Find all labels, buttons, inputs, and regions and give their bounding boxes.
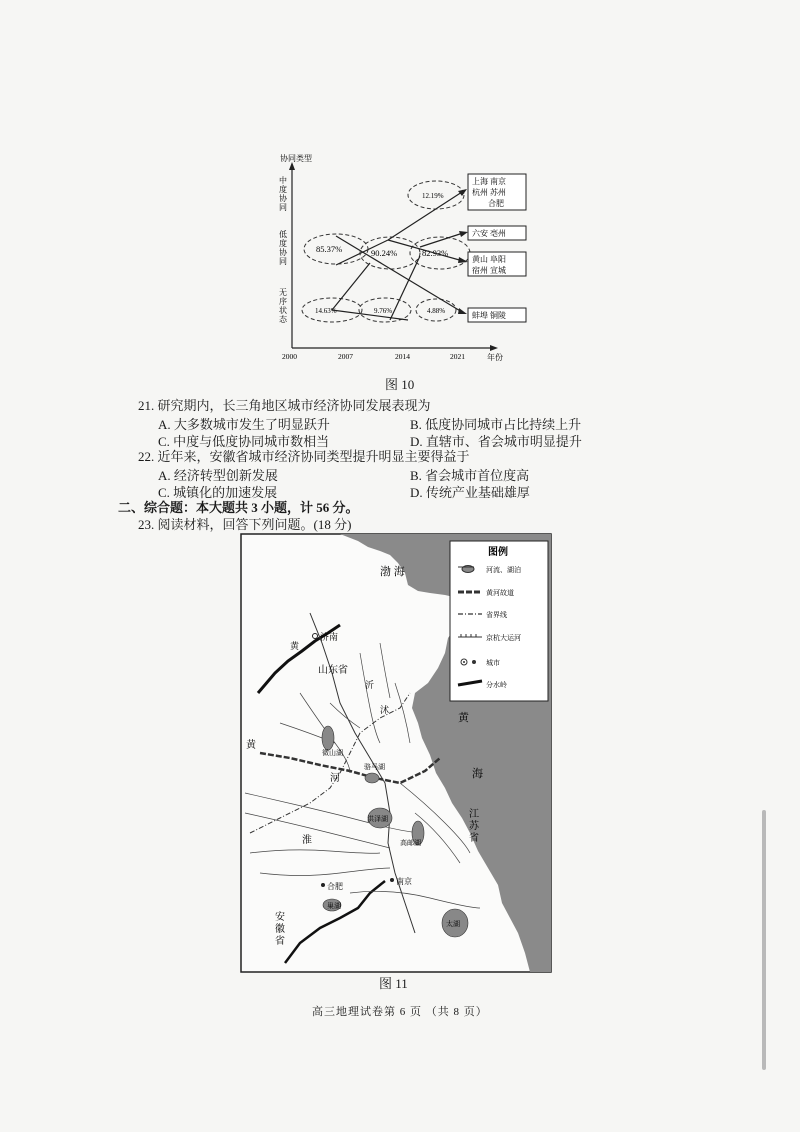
x-tick-2021: 2021 bbox=[450, 352, 465, 361]
label-shandong: 山东省 bbox=[318, 665, 348, 676]
label-anhui: 安徽省 bbox=[272, 911, 284, 947]
box-low2-line2: 宿州 宣城 bbox=[472, 266, 506, 275]
q21-stem: 21. 研究期内，长三角地区城市经济协同发展表现为 bbox=[138, 398, 431, 413]
label-jiangsu: 江苏省 bbox=[466, 808, 478, 844]
label-14: 14.63% bbox=[315, 307, 337, 315]
q21-option-c: C. 中度与低度协同城市数相当 bbox=[158, 434, 330, 449]
label-12: 12.19% bbox=[422, 192, 444, 200]
label-huang-top: 黄 bbox=[290, 641, 300, 651]
q22-option-c: C. 城镇化的加速发展 bbox=[158, 485, 278, 500]
label-hongze: 洪泽湖 bbox=[367, 815, 388, 823]
figure-11-map bbox=[240, 533, 552, 973]
box-none-text: 蚌埠 铜陵 bbox=[472, 311, 506, 320]
label-90: 90.24% bbox=[371, 248, 398, 258]
line-none-up2 bbox=[390, 256, 420, 320]
line-none-up bbox=[332, 263, 370, 310]
q22-stem: 22. 近年来，安徽省城市经济协同类型提升明显主要得益于 bbox=[138, 449, 470, 464]
q21-option-d: D. 直辖市、省会城市明显提升 bbox=[410, 434, 582, 449]
label-taihu: 太湖 bbox=[446, 920, 460, 928]
page-footer: 高三地理试卷第 6 页 （共 8 页） bbox=[312, 1006, 488, 1018]
label-he: 河 bbox=[330, 773, 340, 784]
legend-city-icon bbox=[472, 660, 476, 664]
legend-item-watershed: 分水岭 bbox=[486, 681, 507, 689]
label-4: 4.88% bbox=[427, 307, 446, 315]
section-2-heading: 二、综合题：本大题共 3 小题，计 56 分。 bbox=[118, 500, 359, 515]
scrollbar[interactable] bbox=[762, 810, 766, 1070]
lake-luoma bbox=[365, 773, 379, 783]
x-tick-2007: 2007 bbox=[338, 352, 353, 361]
label-yi: 沂 bbox=[365, 680, 375, 690]
legend-item-boundary: 省界线 bbox=[486, 611, 507, 619]
figure-11-caption: 图 11 bbox=[379, 976, 408, 991]
arrow-liuan bbox=[459, 231, 468, 237]
box-low1-text: 六安 亳州 bbox=[472, 229, 506, 238]
y-axis-label: 协同类型 bbox=[280, 154, 312, 163]
city-nanjing-icon bbox=[390, 878, 394, 882]
arrow-mid bbox=[458, 189, 467, 196]
y-axis-arrow bbox=[289, 162, 295, 170]
label-gaoyou: 高邮湖 bbox=[400, 839, 421, 847]
y-cat-low: 低度协同 bbox=[278, 230, 288, 266]
label-weishan: 微山湖 bbox=[322, 749, 343, 757]
figure-10-caption: 图 10 bbox=[385, 377, 415, 392]
figure-10-chart bbox=[270, 148, 530, 366]
label-huanghai-1: 黄 bbox=[458, 712, 469, 724]
box-low2-line1: 黄山 阜阳 bbox=[472, 255, 506, 264]
city-hefei-icon bbox=[321, 883, 325, 887]
legend-item-river: 河流、湖泊 bbox=[486, 566, 521, 574]
label-huanghai-2: 海 bbox=[472, 768, 483, 780]
line-none bbox=[332, 310, 408, 320]
x-tick-2000: 2000 bbox=[282, 352, 297, 361]
legend-item-canal: 京杭大运河 bbox=[486, 634, 521, 642]
y-cat-none: 无序状态 bbox=[278, 288, 288, 324]
box-mid-line3: 合肥 bbox=[488, 199, 504, 208]
box-mid-line2: 杭州 苏州 bbox=[472, 188, 506, 197]
legend-title: 图例 bbox=[488, 547, 508, 558]
label-nanjing: 南京 bbox=[396, 877, 412, 886]
box-mid-line1: 上海 南京 bbox=[472, 177, 506, 186]
q21-option-a: A. 大多数城市发生了明显跃升 bbox=[158, 417, 330, 432]
label-jinan: 济南 bbox=[320, 632, 339, 642]
arrow-bengbu bbox=[458, 308, 467, 314]
label-luoma: 骆马湖 bbox=[364, 763, 385, 771]
label-huai: 淮 bbox=[302, 835, 312, 846]
label-82: 82.93% bbox=[422, 248, 449, 258]
q22-option-b: B. 省会城市首位度高 bbox=[410, 468, 530, 483]
lake-weishan bbox=[322, 726, 334, 750]
y-cat-mid: 中度协同 bbox=[278, 176, 288, 212]
q21-option-b: B. 低度协同城市占比持续上升 bbox=[410, 417, 582, 432]
label-hefei: 合肥 bbox=[327, 882, 343, 891]
legend-item-city: 城市 bbox=[486, 659, 500, 667]
label-chaohu: 巢湖 bbox=[327, 902, 341, 910]
label-bohai: 渤 海 bbox=[380, 566, 405, 578]
x-axis-arrow bbox=[490, 345, 498, 351]
x-axis-label: 年份 bbox=[487, 353, 503, 362]
legend-box bbox=[450, 541, 548, 701]
q23-stem: 23. 阅读材料，回答下列问题。(18 分) bbox=[138, 517, 352, 532]
label-9: 9.76% bbox=[374, 307, 393, 315]
q22-option-d: D. 传统产业基础雄厚 bbox=[410, 485, 530, 500]
label-85: 85.37% bbox=[316, 244, 343, 254]
q22-option-a: A. 经济转型创新发展 bbox=[158, 468, 278, 483]
label-huang-left: 黄 bbox=[246, 740, 256, 751]
label-shu: 沭 bbox=[380, 705, 390, 715]
x-tick-2014: 2014 bbox=[395, 352, 410, 361]
legend-item-old-yellow-river: 黄河故道 bbox=[486, 589, 514, 597]
